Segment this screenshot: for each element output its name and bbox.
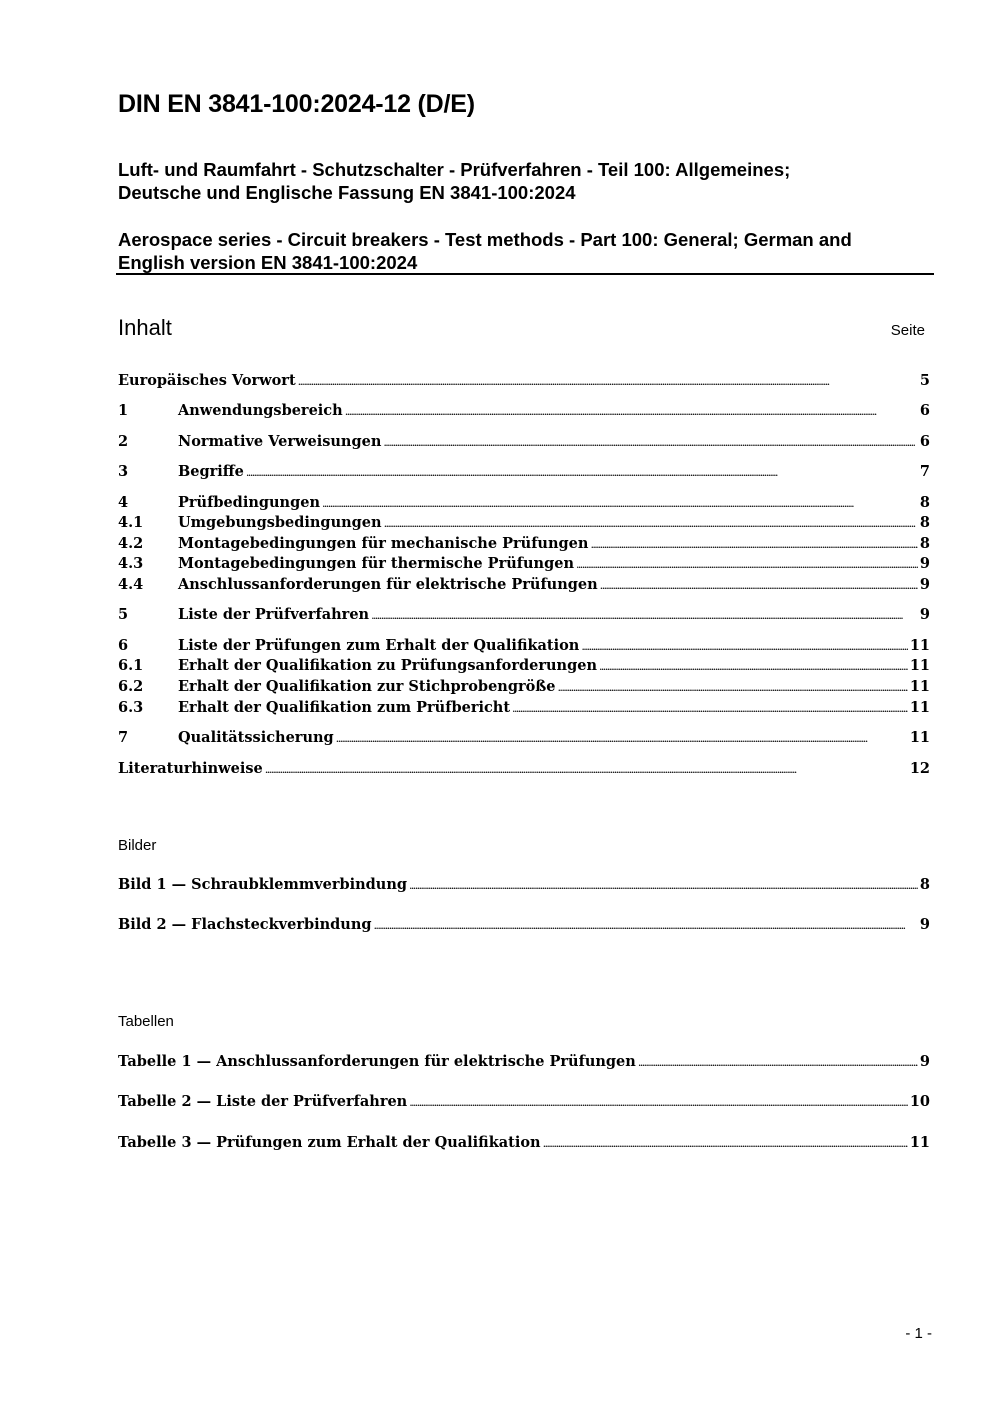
- toc-leader-dots: [374, 915, 918, 936]
- figure-entry-2[interactable]: [118, 915, 930, 935]
- figure-entry-text: Bild 1 — Schraubklemmverbindung: [118, 876, 408, 893]
- subtitle-german-line-1: Luft- und Raumfahrt - Schutzschalter - Prüfverfahren - Teil 100: Allgemeines;: [118, 159, 791, 180]
- subtitle-german: [118, 158, 930, 204]
- toc-entry-page: 5: [919, 372, 930, 389]
- toc-leader-dots: [322, 493, 918, 514]
- toc-entry-number: 6: [118, 637, 129, 654]
- table-entry-text: Tabelle 1 — Anschlussanforderungen für elektrische Prüfungen: [118, 1053, 636, 1070]
- toc-leader-dots: [543, 1133, 908, 1154]
- table-entry-2[interactable]: [118, 1092, 930, 1112]
- toc-entry-text: Montagebedingungen für mechanische Prüfungen: [178, 535, 589, 552]
- toc-leader-dots: [581, 636, 907, 657]
- toc-entry-4[interactable]: [118, 493, 930, 513]
- toc-entry-number: 4.4: [118, 576, 144, 593]
- table-entry-1[interactable]: [118, 1052, 930, 1072]
- toc-entry-page: 8: [919, 514, 930, 531]
- toc-entry-page: 9: [919, 555, 930, 572]
- toc-leader-dots: [599, 656, 908, 677]
- toc-entry-text: Prüfbedingungen: [178, 494, 321, 511]
- page-number: - 1 -: [905, 1325, 932, 1342]
- toc-entry-text: Umgebungsbedingungen: [178, 514, 382, 531]
- toc-entry-page: 9: [919, 606, 930, 623]
- toc-entry-text: Erhalt der Qualifikation zur Stichprobengröße: [178, 678, 556, 695]
- toc-entry-page: 12: [909, 760, 930, 777]
- toc-entry-text: Europäisches Vorwort: [118, 372, 296, 389]
- figure-entry-page: 9: [919, 916, 930, 933]
- toc-leader-dots: [576, 554, 918, 575]
- table-entry-page: 10: [909, 1093, 930, 1110]
- toc-entry-number: 5: [118, 606, 129, 623]
- toc-entry-number: 4.1: [118, 514, 144, 531]
- table-entry-page: 11: [909, 1134, 930, 1151]
- toc-leader-dots: [512, 698, 908, 719]
- toc-entry-5[interactable]: [118, 605, 930, 625]
- subtitle-english-line-1: Aerospace series - Circuit breakers - Test methods - Part 100: General; German and: [118, 229, 852, 250]
- toc-entry-bibliography[interactable]: [118, 759, 930, 779]
- table-entry-3[interactable]: [118, 1133, 930, 1153]
- toc-entry-text: Erhalt der Qualifikation zum Prüfbericht: [178, 699, 511, 716]
- toc-leader-dots: [384, 513, 918, 534]
- toc-entry-6-1[interactable]: [118, 656, 930, 676]
- toc-leader-dots: [638, 1052, 918, 1073]
- toc-leader-dots: [345, 401, 918, 422]
- toc-entry-number: 6.1: [118, 657, 144, 674]
- figure-entry-1[interactable]: [118, 875, 930, 895]
- toc-entry-text: Qualitätssicherung: [178, 729, 334, 746]
- subtitle-english-line-2: English version EN 3841-100:2024: [118, 252, 418, 273]
- toc-entry-number: 4.2: [118, 535, 144, 552]
- toc-entry-6-3[interactable]: [118, 698, 930, 718]
- toc-entry-number: 3: [118, 463, 129, 480]
- toc-leader-dots: [558, 677, 908, 698]
- toc-entry-text: Literaturhinweise: [118, 760, 263, 777]
- tables-section-label: Tabellen: [118, 1013, 174, 1030]
- toc-entry-number: 2: [118, 433, 129, 450]
- toc-entry-text: Anschlussanforderungen für elektrische Prüfungen: [178, 576, 598, 593]
- toc-entry-page: 6: [919, 402, 930, 419]
- table-entry-page: 9: [919, 1053, 930, 1070]
- figure-entry-text: Bild 2 — Flachsteckverbindung: [118, 916, 372, 933]
- document-title: DIN EN 3841-100:2024-12 (D/E): [118, 90, 475, 118]
- toc-entry-page: 7: [919, 463, 930, 480]
- toc-entry-3[interactable]: [118, 462, 930, 482]
- toc-leader-dots: [298, 371, 918, 392]
- subtitle-english: [118, 228, 930, 274]
- toc-leader-dots: [246, 462, 918, 483]
- toc-entry-text: Liste der Prüfungen zum Erhalt der Qualifikation: [178, 637, 580, 654]
- toc-entry-text: Normative Verweisungen: [178, 433, 382, 450]
- toc-entry-page: 11: [909, 657, 930, 674]
- toc-entry-page: 11: [909, 678, 930, 695]
- toc-entry-1[interactable]: [118, 401, 930, 421]
- toc-entry-text: Anwendungsbereich: [178, 402, 343, 419]
- table-entry-text: Tabelle 3 — Prüfungen zum Erhalt der Qualifikation: [118, 1134, 541, 1151]
- toc-leader-dots: [590, 534, 917, 555]
- toc-entry-text: Erhalt der Qualifikation zu Prüfungsanforderungen: [178, 657, 597, 674]
- toc-entry-2[interactable]: [118, 432, 930, 452]
- toc-entry-6[interactable]: [118, 636, 930, 656]
- figure-entry-page: 8: [919, 876, 930, 893]
- table-entry-text: Tabelle 2 — Liste der Prüfverfahren: [118, 1093, 408, 1110]
- toc-entry-4-2[interactable]: [118, 534, 930, 554]
- toc-entry-page: 9: [919, 576, 930, 593]
- toc-entry-number: 4: [118, 494, 129, 511]
- title-divider: [116, 273, 934, 275]
- figures-section-label: Bilder: [118, 837, 157, 854]
- toc-leader-dots: [409, 1092, 908, 1113]
- toc-entry-text: Liste der Prüfverfahren: [178, 606, 370, 623]
- toc-entry-text: Montagebedingungen für thermische Prüfungen: [178, 555, 574, 572]
- toc-entry-foreword[interactable]: [118, 371, 930, 391]
- toc-entry-page: 6: [919, 433, 930, 450]
- toc-leader-dots: [265, 759, 908, 780]
- toc-heading: Inhalt: [118, 315, 172, 340]
- toc-entry-page: 11: [909, 699, 930, 716]
- toc-leader-dots: [336, 728, 908, 749]
- toc-entry-page: 11: [909, 729, 930, 746]
- toc-leader-dots: [371, 605, 918, 626]
- toc-entry-number: 6.3: [118, 699, 144, 716]
- subtitle-german-line-2: Deutsche und Englische Fassung EN 3841-100:2024: [118, 182, 576, 203]
- toc-entry-4-4[interactable]: [118, 575, 930, 595]
- toc-leader-dots: [409, 875, 918, 896]
- toc-entry-page: 8: [919, 494, 930, 511]
- toc-entry-4-3[interactable]: [118, 554, 930, 574]
- toc-entry-page: 11: [909, 637, 930, 654]
- toc-entry-6-2[interactable]: [118, 677, 930, 697]
- toc-entry-page: 8: [919, 535, 930, 552]
- toc-leader-dots: [600, 575, 918, 596]
- toc-entry-number: 6.2: [118, 678, 144, 695]
- toc-entry-number: 7: [118, 729, 129, 746]
- toc-entry-number: 1: [118, 402, 129, 419]
- toc-leader-dots: [383, 432, 918, 453]
- toc-entry-number: 4.3: [118, 555, 144, 572]
- toc-page-column-label: Seite: [890, 322, 925, 339]
- toc-entry-7[interactable]: [118, 728, 930, 748]
- toc-entry-4-1[interactable]: [118, 513, 930, 533]
- toc-entry-text: Begriffe: [178, 463, 244, 480]
